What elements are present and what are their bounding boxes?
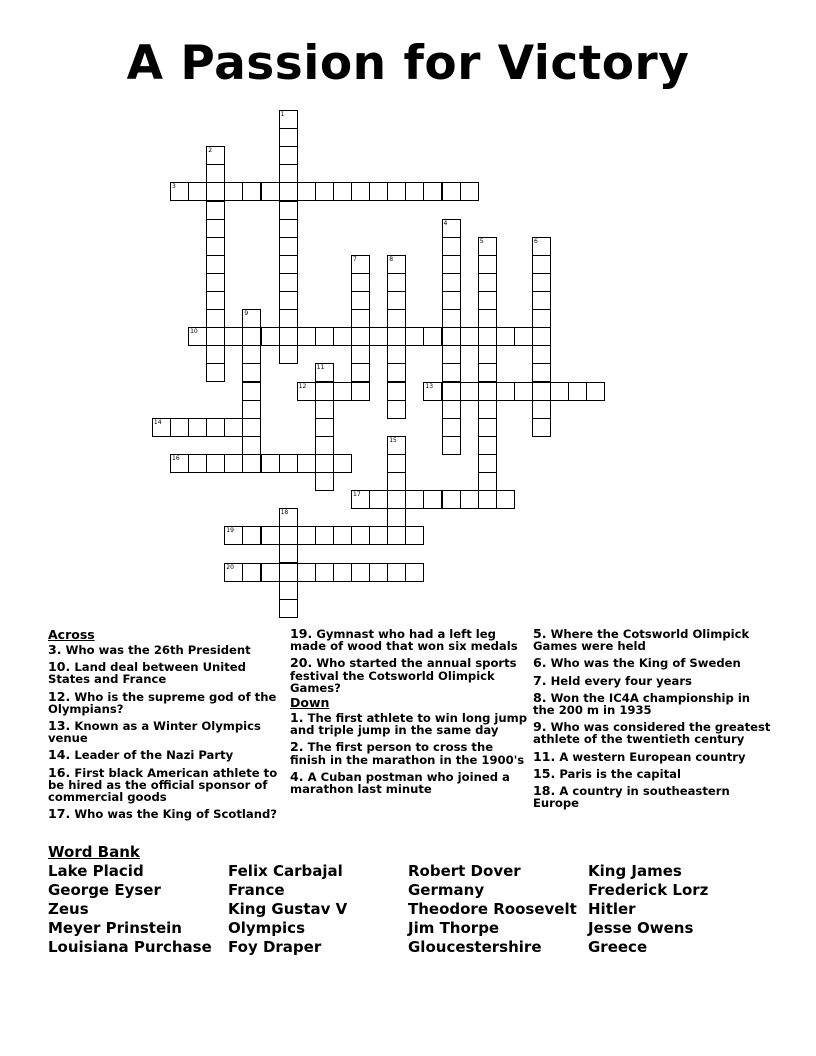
grid-cell[interactable] [315,526,334,545]
clue-number: 18. [533,783,556,799]
clues-column-2 [290,628,528,800]
word-bank-item: Lake Placid [48,862,144,880]
grid-cell[interactable] [279,345,298,364]
clue-number: 7. [533,672,547,688]
clue-number: 9. [533,719,547,735]
grid-cell[interactable] [206,345,225,364]
word-bank-item: Robert Dover [408,862,521,880]
grid-cell[interactable] [242,418,261,437]
grid-cell[interactable] [550,382,569,401]
cell-number: 13 [425,382,434,390]
grid-cell[interactable] [224,526,243,545]
word-bank-item: King Gustav V [228,900,348,918]
grid-cell[interactable] [387,273,406,292]
grid-cell[interactable] [460,327,479,346]
grid-cell[interactable] [315,400,334,419]
grid-cell[interactable] [478,490,497,509]
grid-cell[interactable] [442,291,461,310]
grid-cell[interactable] [532,382,551,401]
grid-cell[interactable] [423,327,442,346]
clue-across-14 [48,749,280,761]
grid-cell[interactable] [279,237,298,256]
clue-number: 6. [533,655,547,671]
clue-text: Who was considered the greatest athlete of the twentieth century [533,720,771,747]
grid-cell[interactable] [170,418,189,437]
grid-cell[interactable] [460,182,479,201]
grid-cell[interactable] [478,400,497,419]
word-bank-item: Foy Draper [228,938,322,956]
word-bank-item: Jesse Owens [588,919,694,937]
cell-number: 2 [208,147,213,155]
grid-cell[interactable] [442,237,461,256]
grid-cell[interactable] [369,490,388,509]
clue-across-10 [48,661,280,685]
grid-cell[interactable] [460,382,479,401]
clue-text: The first athlete to win long jump and triple jump in the same day [290,711,528,738]
cell-number: 16 [172,454,180,462]
clue-across-16 [48,764,280,805]
cell-number: 12 [298,382,307,390]
clue-number: 12. [48,688,71,704]
grid-cell[interactable] [242,327,261,346]
grid-cell[interactable] [387,255,406,274]
clue-number: 19. [290,626,313,641]
grid-cell[interactable] [279,454,298,473]
clue-text: Won the IC4A championship in the 200 m in 1935 [533,690,751,718]
grid-cell[interactable] [261,182,280,201]
clue-number: 11. [533,748,556,764]
cell-number: 6 [534,237,538,245]
grid-cell[interactable] [279,563,298,582]
cell-number: 15 [389,436,397,444]
page-title: A Passion for Victory [126,36,690,91]
grid-cell[interactable] [206,309,225,328]
grid-cell[interactable] [315,182,334,201]
clue-text: A western European country [559,749,746,764]
clue-down-18 [533,785,773,809]
clue-across-13 [48,720,280,744]
clue-text: Who started the annual sports festival the Cotsworld Olimpick Games? [290,656,517,695]
clue-number: 14. [48,747,71,763]
clue-number: 8. [533,689,547,705]
grid-cell[interactable] [478,382,497,401]
grid-cell[interactable] [387,563,406,582]
clue-down-6 [533,657,773,669]
grid-cell[interactable] [224,454,243,473]
cell-number: 5 [479,237,484,245]
grid-cell[interactable] [279,309,298,328]
cell-number: 3 [172,183,176,191]
grid-cell[interactable] [442,400,461,419]
grid-cell[interactable] [442,436,461,455]
grid-cell[interactable] [442,182,461,201]
grid-cell[interactable] [242,454,261,473]
clue-down-11 [533,748,773,764]
grid-cell[interactable] [315,472,334,491]
grid-cell[interactable] [532,255,551,274]
grid-cell[interactable] [242,382,261,401]
grid-cell[interactable] [297,182,316,201]
clue-down-4 [290,768,528,797]
grid-cell[interactable] [387,327,406,346]
grid-cell[interactable] [532,291,551,310]
grid-cell[interactable] [333,563,352,582]
grid-cell[interactable] [279,146,298,165]
clue-text: Who was the King of Scotland? [74,807,277,822]
grid-cell[interactable] [206,327,225,346]
clues-column-3 [533,628,773,814]
grid-cell[interactable] [206,164,225,183]
grid-cell[interactable] [315,327,334,346]
grid-cell[interactable] [315,418,334,437]
clue-down-15 [533,765,773,781]
word-bank-item: George Eyser [48,881,161,899]
word-bank-item: Gloucestershire [408,938,542,956]
grid-cell[interactable] [351,273,370,292]
clue-across-3 [48,644,280,656]
grid-cell[interactable] [514,327,533,346]
grid-cell[interactable] [315,382,334,401]
clue-across-20 [290,657,528,694]
grid-cell[interactable] [333,382,352,401]
word-bank-item: Zeus [48,900,89,918]
grid-cell[interactable] [369,526,388,545]
grid-cell[interactable] [387,472,406,491]
grid-cell[interactable] [442,382,461,401]
grid-cell[interactable] [405,327,424,346]
grid-cell[interactable] [568,382,587,401]
grid-cell[interactable] [206,255,225,274]
clue-number: 3. [48,642,62,657]
grid-cell[interactable] [351,327,370,346]
word-bank-item: Felix Carbajal [228,862,343,880]
clue-text: Land deal between United States and France [48,660,246,687]
clue-text: First black American athlete to be hired as the official sponsor of commercial goods [48,765,278,805]
grid-cell[interactable] [279,110,298,129]
grid-cell[interactable] [442,345,461,364]
grid-cell[interactable] [279,526,298,545]
grid-cell[interactable] [478,345,497,364]
grid-cell[interactable] [206,454,225,473]
clue-text: The first person to cross the finish in the marathon in the 1900's [290,740,525,767]
cell-number: 18 [280,509,289,517]
grid-cell[interactable] [423,182,442,201]
clue-text: Who was the 26th President [65,643,251,657]
grid-cell[interactable] [532,400,551,419]
grid-cell[interactable] [532,309,551,328]
grid-cell[interactable] [405,490,424,509]
grid-cell[interactable] [261,327,280,346]
cell-number: 11 [316,364,325,372]
grid-cell[interactable] [514,382,533,401]
across-heading: Across [48,627,95,642]
cell-number: 19 [226,527,234,535]
grid-cell[interactable] [387,363,406,382]
clue-down-9 [533,721,773,745]
grid-cell[interactable] [261,563,280,582]
grid-cell[interactable] [478,309,497,328]
grid-cell[interactable] [224,327,243,346]
grid-cell[interactable] [369,563,388,582]
clue-number: 2. [290,739,304,755]
grid-cell[interactable] [442,255,461,274]
grid-cell[interactable] [460,490,479,509]
grid-cell[interactable] [279,182,298,201]
grid-cell[interactable] [152,418,171,437]
grid-cell[interactable] [387,345,406,364]
grid-cell[interactable] [206,182,225,201]
grid-cell[interactable] [206,273,225,292]
clue-number: 5. [533,626,547,641]
grid-cell[interactable] [261,526,280,545]
clue-number: 16. [48,764,71,780]
grid-cell[interactable] [478,363,497,382]
grid-cell[interactable] [297,382,316,401]
cell-number: 10 [190,328,198,336]
grid-cell[interactable] [279,201,298,220]
grid-cell[interactable] [206,363,225,382]
grid-cell[interactable] [206,237,225,256]
grid-cell[interactable] [279,508,298,527]
grid-cell[interactable] [442,219,461,238]
grid-cell[interactable] [279,128,298,147]
grid-cell[interactable] [315,563,334,582]
clue-across-19 [290,628,528,652]
grid-cell[interactable] [442,309,461,328]
grid-cell[interactable] [351,291,370,310]
grid-cell[interactable] [279,219,298,238]
clue-down-5 [533,628,773,652]
grid-cell[interactable] [423,490,442,509]
grid-cell[interactable] [242,526,261,545]
clue-down-1 [290,712,528,736]
clue-text: Who was the King of Sweden [550,656,741,671]
grid-cell[interactable] [297,563,316,582]
grid-cell[interactable] [423,382,442,401]
grid-cell[interactable] [279,273,298,292]
grid-cell[interactable] [387,400,406,419]
grid-cell[interactable] [387,508,406,527]
grid-cell[interactable] [279,327,298,346]
clue-number: 13. [48,718,71,734]
grid-cell[interactable] [387,490,406,509]
grid-cell[interactable] [206,291,225,310]
cell-number: 20 [226,563,234,571]
grid-cell[interactable] [188,418,207,437]
grid-cell[interactable] [206,201,225,220]
clue-number: 20. [290,655,313,671]
grid-cell[interactable] [586,382,605,401]
grid-cell[interactable] [369,327,388,346]
clue-text: Known as a Winter Olympics venue [48,719,261,746]
word-bank-item: France [228,881,285,899]
clue-text: Leader of the Nazi Party [74,748,234,763]
grid-cell[interactable] [351,382,370,401]
clue-number: 10. [48,659,71,675]
grid-cell[interactable] [369,182,388,201]
grid-cell[interactable] [170,182,189,201]
clue-number: 4. [290,768,304,784]
cell-number: 9 [244,310,249,318]
grid-cell[interactable] [532,418,551,437]
grid-cell[interactable] [387,436,406,455]
grid-cell[interactable] [315,436,334,455]
grid-cell[interactable] [387,526,406,545]
grid-cell[interactable] [496,327,515,346]
grid-cell[interactable] [333,327,352,346]
grid-cell[interactable] [532,273,551,292]
clue-number: 15. [533,765,556,781]
cell-number: 14 [153,418,162,426]
grid-cell[interactable] [224,182,243,201]
clue-down-2 [290,741,528,765]
grid-cell[interactable] [351,490,370,509]
grid-cell[interactable] [242,363,261,382]
grid-cell[interactable] [387,182,406,201]
grid-cell[interactable] [351,363,370,382]
grid-cell[interactable] [279,599,298,618]
clue-number: 17. [48,806,71,822]
cell-number: 7 [353,255,357,263]
cell-number: 4 [443,219,448,227]
grid-cell[interactable] [442,327,461,346]
grid-cell[interactable] [188,454,207,473]
grid-cell[interactable] [387,309,406,328]
grid-cell[interactable] [442,363,461,382]
grid-cell[interactable] [478,454,497,473]
grid-cell[interactable] [351,309,370,328]
word-bank-item: Hitler [588,900,636,918]
word-bank-heading: Word Bank [48,843,140,861]
cell-number: 1 [280,111,285,118]
grid-cell[interactable] [261,454,280,473]
grid-cell[interactable] [351,563,370,582]
word-bank-column-2 [228,862,347,957]
clue-text: A country in southeastern Europe [533,784,730,811]
grid-cell[interactable] [532,237,551,256]
grid-cell[interactable] [478,291,497,310]
word-bank-item: Greece [588,938,648,956]
grid-cell[interactable] [297,327,316,346]
grid-cell[interactable] [188,182,207,201]
clue-text: A Cuban postman who joined a marathon last minute [290,769,510,797]
grid-cell[interactable] [478,273,497,292]
grid-cell[interactable] [442,490,461,509]
word-bank-item: Frederick Lorz [588,881,709,899]
grid-cell[interactable] [279,255,298,274]
clue-text: Who is the supreme god of the Olympians? [48,689,277,716]
grid-cell[interactable] [242,182,261,201]
grid-cell[interactable] [405,563,424,582]
grid-cell[interactable] [496,490,515,509]
grid-cell[interactable] [532,345,551,364]
clue-down-8 [533,689,773,718]
grid-cell[interactable] [279,544,298,563]
clues-column-1 [48,628,280,825]
word-bank-item: King James [588,862,682,880]
clue-down-7 [533,672,773,688]
grid-cell[interactable] [297,526,316,545]
word-bank-column-1 [48,862,212,957]
clue-number: 1. [290,710,304,726]
grid-cell[interactable] [478,436,497,455]
grid-cell[interactable] [478,237,497,256]
grid-cell[interactable] [478,255,497,274]
word-bank-column-3 [408,862,577,957]
grid-cell[interactable] [224,563,243,582]
grid-cell[interactable] [351,182,370,201]
word-bank-column-4 [588,862,708,957]
grid-cell[interactable] [478,418,497,437]
grid-cell[interactable] [315,363,334,382]
word-bank-item: Germany [408,881,485,899]
grid-cell[interactable] [242,309,261,328]
grid-cell[interactable] [387,454,406,473]
grid-cell[interactable] [242,345,261,364]
grid-cell[interactable] [242,563,261,582]
grid-cell[interactable] [387,382,406,401]
word-bank-item: Jim Thorpe [408,919,500,937]
clue-text: Gymnast who had a left leg made of wood that won six medals [290,627,518,654]
grid-cell[interactable] [405,526,424,545]
grid-cell[interactable] [478,472,497,491]
grid-cell[interactable] [206,418,225,437]
word-bank-item: Olympics [228,919,305,937]
clue-across-12 [48,688,280,716]
word-bank-item: Meyer Prinstein [48,919,182,937]
grid-cell[interactable] [188,327,207,346]
grid-cell[interactable] [170,454,189,473]
grid-cell[interactable] [532,363,551,382]
clue-text: Paris is the capital [559,766,681,781]
word-bank-item: Theodore Roosevelt [408,900,577,918]
grid-cell[interactable] [315,454,334,473]
grid-cell[interactable] [351,345,370,364]
grid-cell[interactable] [206,219,225,238]
grid-cell[interactable] [387,291,406,310]
cell-number: 8 [389,255,394,263]
grid-cell[interactable] [206,146,225,165]
word-bank-item: Louisiana Purchase [48,938,212,956]
grid-cell[interactable] [224,418,243,437]
down-heading: Down [290,695,330,711]
grid-cell[interactable] [478,327,497,346]
grid-cell[interactable] [496,382,515,401]
grid-cell[interactable] [279,291,298,310]
grid-cell[interactable] [405,182,424,201]
grid-cell[interactable] [351,526,370,545]
grid-cell[interactable] [333,454,352,473]
grid-cell[interactable] [242,400,261,419]
grid-cell[interactable] [333,526,352,545]
clue-text: Held every four years [550,673,692,688]
grid-cell[interactable] [532,327,551,346]
grid-cell[interactable] [279,581,298,600]
grid-cell[interactable] [297,454,316,473]
grid-cell[interactable] [333,182,352,201]
grid-cell[interactable] [442,273,461,292]
cell-number: 17 [353,491,361,499]
grid-cell[interactable] [442,418,461,437]
grid-cell[interactable] [242,436,261,455]
grid-cell[interactable] [351,255,370,274]
clue-across-17 [48,808,280,820]
grid-cell[interactable] [279,164,298,183]
clue-text: Where the Cotsworld Olimpick Games were held [533,627,750,654]
